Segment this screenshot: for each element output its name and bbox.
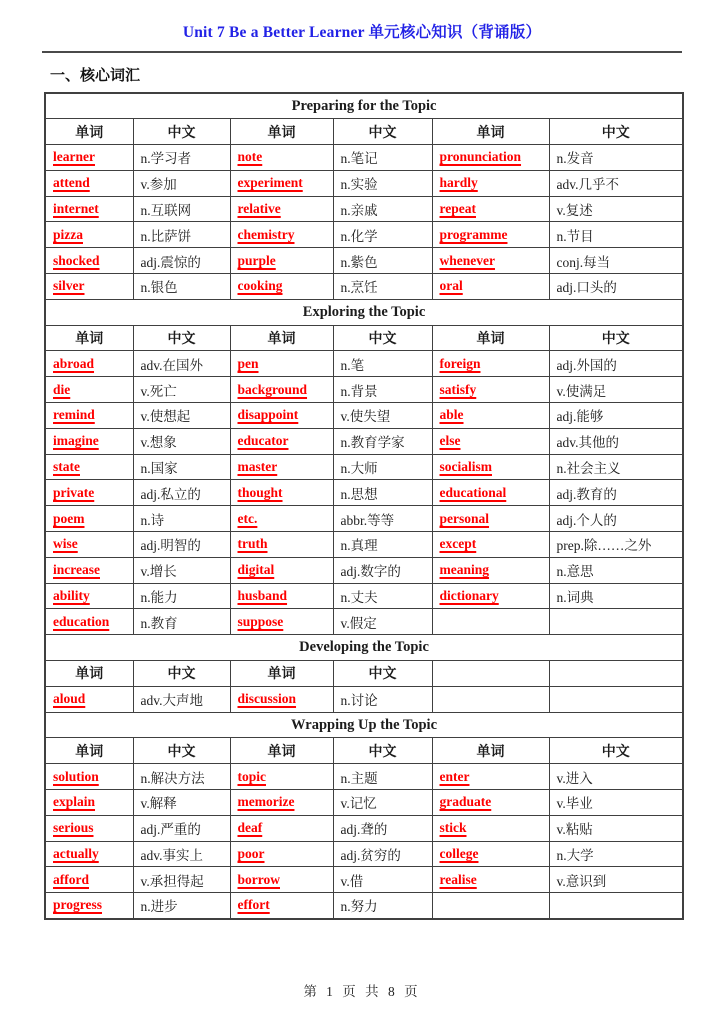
meaning-cell: n.真理 [333, 532, 432, 558]
column-header-cell: 单词 [230, 119, 333, 145]
column-header-cell: 单词 [230, 738, 333, 764]
meaning-cell: v.使想起 [133, 403, 230, 429]
section-title: Preparing for the Topic [45, 93, 683, 119]
column-header-cell: 中文 [549, 325, 683, 351]
vocab-row [45, 583, 683, 609]
english-word: digital [237, 562, 275, 578]
vocab-row [45, 351, 683, 377]
english-word: topic [237, 768, 266, 784]
word-cell [45, 764, 133, 790]
meaning-cell: adj.聋的 [333, 815, 432, 841]
english-word: enter [439, 768, 470, 784]
word-cell [230, 609, 333, 635]
meaning-cell: adv.事实上 [133, 841, 230, 867]
meaning-cell: n.大学 [549, 841, 683, 867]
meaning-cell [549, 686, 683, 712]
english-word: suppose [237, 613, 284, 629]
meaning-cell: adj.贫穷的 [333, 841, 432, 867]
column-header-cell [549, 661, 683, 687]
english-word: internet [53, 201, 99, 217]
section-title: Exploring the Topic [45, 299, 683, 325]
column-header-cell: 单词 [432, 325, 549, 351]
meaning-cell: n.背景 [333, 377, 432, 403]
vocab-row [45, 867, 683, 893]
word-cell [230, 145, 333, 171]
vocab-row [45, 248, 683, 274]
english-word: memorize [237, 794, 295, 810]
vocab-row [45, 893, 683, 919]
english-word: personal [439, 510, 490, 526]
english-word: purple [237, 252, 276, 268]
english-word: programme [439, 226, 508, 242]
word-cell [432, 274, 549, 300]
english-word: thought [237, 484, 283, 500]
meaning-cell: v.记忆 [333, 790, 432, 816]
section-heading-core-vocabulary: 一、核心词汇 [50, 67, 141, 84]
english-word: repeat [439, 201, 476, 217]
meaning-cell: conj.每当 [549, 248, 683, 274]
english-word: graduate [439, 794, 492, 810]
vocab-row [45, 609, 683, 635]
column-header-cell: 单词 [45, 119, 133, 145]
meaning-cell: n.进步 [133, 893, 230, 919]
english-word: educational [439, 484, 507, 500]
meaning-cell: v.承担得起 [133, 867, 230, 893]
meaning-cell: n.社会主义 [549, 454, 683, 480]
meaning-cell: adv.大声地 [133, 686, 230, 712]
word-cell [45, 351, 133, 377]
word-cell [230, 557, 333, 583]
english-word: remind [53, 407, 95, 423]
english-word: pronunciation [439, 149, 522, 165]
vocab-row [45, 480, 683, 506]
section-title: Developing the Topic [45, 635, 683, 661]
english-word: poem [53, 510, 85, 526]
word-cell [45, 145, 133, 171]
meaning-cell: n.能力 [133, 583, 230, 609]
english-word: satisfy [439, 381, 477, 397]
column-header-cell: 单词 [45, 661, 133, 687]
meaning-cell: n.解决方法 [133, 764, 230, 790]
word-cell [432, 790, 549, 816]
word-cell [432, 480, 549, 506]
english-word: stick [439, 820, 467, 836]
vocab-row [45, 170, 683, 196]
word-cell [432, 867, 549, 893]
meaning-cell: n.诗 [133, 506, 230, 532]
word-cell [45, 893, 133, 919]
word-cell [45, 403, 133, 429]
word-cell [230, 764, 333, 790]
word-cell [45, 790, 133, 816]
meaning-cell: adj.严重的 [133, 815, 230, 841]
column-header-cell: 中文 [549, 119, 683, 145]
meaning-cell: n.紫色 [333, 248, 432, 274]
word-cell [230, 506, 333, 532]
english-word: etc. [237, 510, 258, 526]
vocab-row [45, 222, 683, 248]
word-cell [230, 222, 333, 248]
meaning-cell: n.比萨饼 [133, 222, 230, 248]
vocab-row [45, 557, 683, 583]
word-cell [45, 170, 133, 196]
meaning-cell: n.教育学家 [333, 428, 432, 454]
meaning-cell: n.意思 [549, 557, 683, 583]
english-word: private [53, 484, 95, 500]
english-word: effort [237, 897, 270, 913]
english-word: attend [53, 175, 90, 191]
english-word: poor [237, 846, 265, 861]
meaning-cell: adj.能够 [549, 403, 683, 429]
meaning-cell: adj.外国的 [549, 351, 683, 377]
english-word: die [53, 381, 71, 397]
english-word: explain [53, 794, 96, 810]
word-cell [230, 532, 333, 558]
english-word: socialism [439, 459, 492, 475]
meaning-cell: n.努力 [333, 893, 432, 919]
word-cell [45, 196, 133, 222]
column-header-row [45, 119, 683, 145]
word-cell [432, 145, 549, 171]
meaning-cell [549, 609, 683, 635]
english-word: actually [53, 846, 99, 861]
column-header-cell: 中文 [549, 738, 683, 764]
word-cell [45, 377, 133, 403]
word-cell [230, 351, 333, 377]
word-cell [230, 790, 333, 816]
meaning-cell [549, 893, 683, 919]
word-cell [45, 480, 133, 506]
word-cell [432, 686, 549, 712]
english-word: truth [237, 536, 268, 552]
vocabulary-table [44, 92, 684, 920]
english-word: afford [53, 871, 89, 887]
english-word: education [53, 613, 110, 629]
meaning-cell: v.使满足 [549, 377, 683, 403]
column-header-cell: 单词 [45, 738, 133, 764]
vocab-row [45, 841, 683, 867]
english-word: background [237, 381, 308, 397]
meaning-cell: v.想象 [133, 428, 230, 454]
meaning-cell: adv.其他的 [549, 428, 683, 454]
vocab-row [45, 145, 683, 171]
column-header-cell: 单词 [432, 119, 549, 145]
english-word: meaning [439, 562, 490, 578]
column-header-cell: 中文 [133, 325, 230, 351]
english-word: learner [53, 149, 95, 165]
word-cell [45, 841, 133, 867]
word-cell [45, 686, 133, 712]
vocab-row [45, 196, 683, 222]
word-cell [230, 248, 333, 274]
word-cell [432, 841, 549, 867]
vocab-row [45, 454, 683, 480]
column-header-row [45, 738, 683, 764]
column-header-cell: 单词 [230, 325, 333, 351]
meaning-cell: n.节目 [549, 222, 683, 248]
word-cell [230, 815, 333, 841]
word-cell [432, 222, 549, 248]
english-word: relative [237, 201, 281, 217]
meaning-cell: n.教育 [133, 609, 230, 635]
meaning-cell: adj.数字的 [333, 557, 432, 583]
page-number-footer: 第 1 页 共 8 页 [303, 984, 421, 999]
vocab-row [45, 686, 683, 712]
section-title: Wrapping Up the Topic [45, 712, 683, 738]
english-word: note [237, 149, 263, 165]
column-header-cell: 中文 [333, 119, 432, 145]
word-cell [45, 428, 133, 454]
meaning-cell: n.学习者 [133, 145, 230, 171]
word-cell [432, 583, 549, 609]
vocab-row [45, 815, 683, 841]
word-cell [45, 583, 133, 609]
word-cell [432, 532, 549, 558]
english-word: except [439, 536, 477, 552]
meaning-cell: prep.除……之外 [549, 532, 683, 558]
english-word: discussion [237, 691, 297, 707]
column-header-cell: 中文 [133, 119, 230, 145]
meaning-cell: adj.私立的 [133, 480, 230, 506]
english-word: chemistry [237, 226, 295, 242]
word-cell [230, 377, 333, 403]
word-cell [230, 196, 333, 222]
english-word: shocked [53, 252, 100, 268]
english-word: husband [237, 588, 288, 604]
word-cell [230, 841, 333, 867]
word-cell [432, 403, 549, 429]
meaning-cell: v.使失望 [333, 403, 432, 429]
vocab-row [45, 377, 683, 403]
meaning-cell: adj.个人的 [549, 506, 683, 532]
column-header-cell [432, 661, 549, 687]
english-word: increase [53, 562, 100, 578]
meaning-cell: n.发音 [549, 145, 683, 171]
english-word: abroad [53, 355, 95, 371]
section-row [45, 299, 683, 325]
meaning-cell: adv.在国外 [133, 351, 230, 377]
english-word: wise [53, 536, 78, 552]
vocab-row [45, 274, 683, 300]
word-cell [230, 480, 333, 506]
word-cell [432, 248, 549, 274]
word-cell [230, 170, 333, 196]
vocab-row [45, 790, 683, 816]
meaning-cell: n.丈夫 [333, 583, 432, 609]
word-cell [432, 428, 549, 454]
column-header-cell: 中文 [333, 661, 432, 687]
english-word: dictionary [439, 588, 499, 604]
english-word: cooking [237, 278, 283, 294]
meaning-cell: v.解释 [133, 790, 230, 816]
column-header-cell: 中文 [333, 738, 432, 764]
word-cell [432, 377, 549, 403]
word-cell [45, 609, 133, 635]
english-word: ability [53, 588, 90, 604]
word-cell [432, 454, 549, 480]
word-cell [230, 583, 333, 609]
meaning-cell: v.假定 [333, 609, 432, 635]
word-cell [45, 557, 133, 583]
column-header-cell: 中文 [133, 661, 230, 687]
meaning-cell: n.笔 [333, 351, 432, 377]
word-cell [230, 403, 333, 429]
english-word: pizza [53, 226, 83, 242]
english-word: experiment [237, 175, 303, 191]
meaning-cell: v.参加 [133, 170, 230, 196]
english-word: serious [53, 820, 94, 836]
word-cell [432, 351, 549, 377]
meaning-cell: n.亲戚 [333, 196, 432, 222]
word-cell [45, 248, 133, 274]
vocab-row [45, 403, 683, 429]
word-cell [45, 454, 133, 480]
english-word: disappoint [237, 407, 299, 423]
word-cell [432, 170, 549, 196]
document-title: Unit 7 Be a Better Learner 单元核心知识（背诵版） [182, 24, 542, 41]
column-header-row [45, 325, 683, 351]
column-header-cell: 单词 [432, 738, 549, 764]
vocab-row [45, 506, 683, 532]
meaning-cell: n.化学 [333, 222, 432, 248]
meaning-cell: abbr.等等 [333, 506, 432, 532]
word-cell [45, 506, 133, 532]
meaning-cell: v.借 [333, 867, 432, 893]
word-cell [432, 506, 549, 532]
english-word: educator [237, 433, 289, 449]
meaning-cell: v.毕业 [549, 790, 683, 816]
meaning-cell: n.词典 [549, 583, 683, 609]
english-word: progress [53, 897, 103, 913]
word-cell [230, 686, 333, 712]
word-cell [45, 274, 133, 300]
meaning-cell: n.烹饪 [333, 274, 432, 300]
meaning-cell: v.意识到 [549, 867, 683, 893]
word-cell [432, 196, 549, 222]
word-cell [230, 454, 333, 480]
meaning-cell: adj.教育的 [549, 480, 683, 506]
column-header-cell: 中文 [333, 325, 432, 351]
word-cell [45, 532, 133, 558]
word-cell [45, 867, 133, 893]
english-word: aloud [53, 691, 86, 707]
english-word: oral [439, 278, 463, 294]
column-header-cell: 中文 [133, 738, 230, 764]
english-word: foreign [439, 355, 481, 371]
word-cell [230, 428, 333, 454]
meaning-cell: n.实验 [333, 170, 432, 196]
english-word: silver [53, 278, 85, 294]
meaning-cell: n.互联网 [133, 196, 230, 222]
meaning-cell: adj.明智的 [133, 532, 230, 558]
meaning-cell: n.讨论 [333, 686, 432, 712]
english-word: able [439, 407, 464, 423]
word-cell [230, 893, 333, 919]
english-word: college [439, 846, 479, 861]
english-word: master [237, 459, 278, 475]
section-row [45, 635, 683, 661]
english-word: hardly [439, 175, 478, 191]
meaning-cell: adj.口头的 [549, 274, 683, 300]
english-word: imagine [53, 433, 99, 449]
english-word: pen [237, 355, 259, 371]
word-cell [45, 815, 133, 841]
meaning-cell: n.笔记 [333, 145, 432, 171]
meaning-cell: n.银色 [133, 274, 230, 300]
english-word: whenever [439, 252, 495, 268]
column-header-row [45, 661, 683, 687]
meaning-cell: v.增长 [133, 557, 230, 583]
meaning-cell: v.进入 [549, 764, 683, 790]
word-cell [45, 222, 133, 248]
meaning-cell: n.大师 [333, 454, 432, 480]
meaning-cell: adj.震惊的 [133, 248, 230, 274]
meaning-cell: v.粘贴 [549, 815, 683, 841]
meaning-cell: v.死亡 [133, 377, 230, 403]
word-cell [230, 274, 333, 300]
vocab-row [45, 532, 683, 558]
word-cell [432, 609, 549, 635]
meaning-cell: adv.几乎不 [549, 170, 683, 196]
column-header-cell: 单词 [230, 661, 333, 687]
section-row [45, 93, 683, 119]
vocab-row [45, 764, 683, 790]
english-word: solution [53, 768, 99, 784]
column-header-cell: 单词 [45, 325, 133, 351]
meaning-cell: n.国家 [133, 454, 230, 480]
english-word: state [53, 459, 80, 475]
title-divider-rule [42, 51, 682, 53]
english-word: else [439, 433, 461, 449]
english-word: deaf [237, 820, 263, 836]
word-cell [432, 815, 549, 841]
vocab-row [45, 428, 683, 454]
meaning-cell: v.复述 [549, 196, 683, 222]
meaning-cell: n.主题 [333, 764, 432, 790]
english-word: realise [439, 871, 477, 887]
word-cell [432, 893, 549, 919]
section-row [45, 712, 683, 738]
word-cell [432, 557, 549, 583]
english-word: borrow [237, 871, 280, 887]
meaning-cell: n.思想 [333, 480, 432, 506]
word-cell [432, 764, 549, 790]
word-cell [230, 867, 333, 893]
